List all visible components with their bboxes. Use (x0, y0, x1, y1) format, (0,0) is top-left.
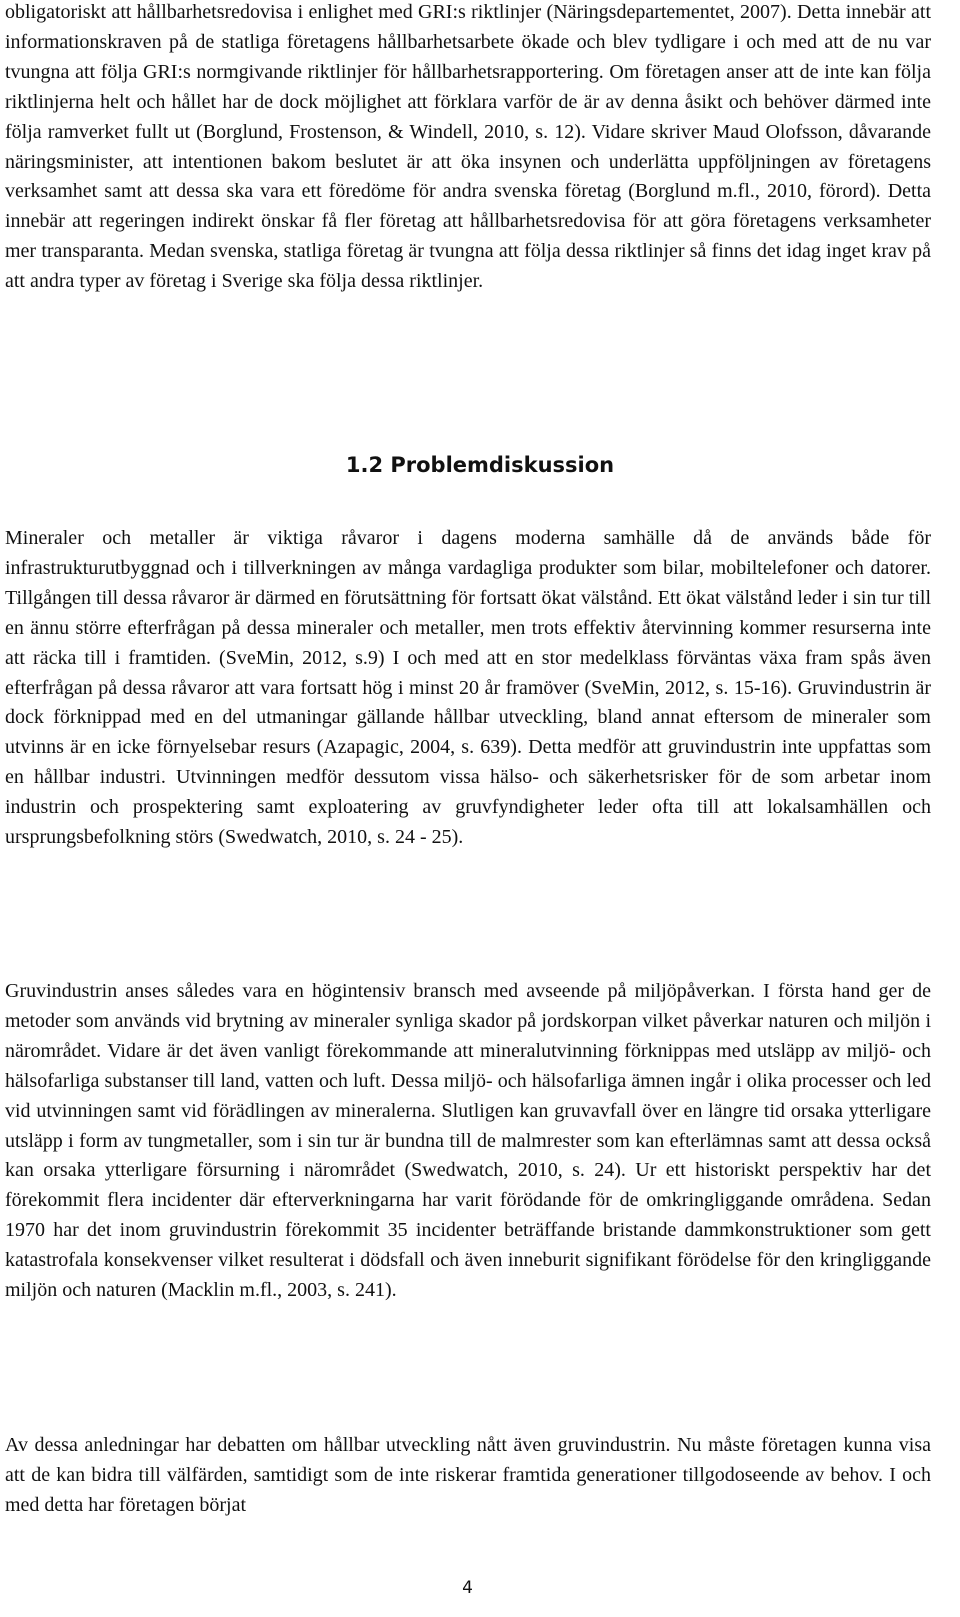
body-paragraph: Gruvindustrin anses således vara en högintensiv bransch med avseende på miljöpåverkan. I första hand ger de metoder som används vid brytning av mineraler synliga skador på jordskorpan vilket påverkar naturen och miljön i närområdet. Vidare är det även vanligt förekommande att mineralutvinning förknippas med utsläpp av miljö- och hälsofarliga substanser till land, vatten och luft. Dessa miljö- och hälsofarliga ämnen ingår i olika processer och led vid utvinningen samt vid förädlingen av mineralerna. Slutligen kan gruvavfall över en längre tid orsaka ytterligare utsläpp i form av tungmetaller, som i sin tur är bundna till de malmrester som kan efterlämnas samt att dessa också kan orsaka ytterligare försurning i närområdet (Swedwatch, 2010, s. 24). Ur ett historiskt perspektiv har det förekommit flera incidenter där efterverkningarna har varit förödande för de omkringliggande områdena. Sedan 1970 har det inom gruvindustrin förekommit 35 incidenter beträffande bristande dammkonstruktioner som gett katastrofala konsekvenser vilket resulterat i dödsfall och även inneburit signifikant förödelse för den kringliggande miljön och naturen (Macklin m.fl., 2003, s. 241). (5, 980, 931, 1302)
body-paragraph: obligatoriskt att hållbarhetsredovisa i enlighet med GRI:s riktlinjer (Näringsdepartementet, 2007). Detta innebär att informationskraven på de statliga företagens hållbarhetsarbete ökade och blev tydligare i och med att de nu var tvungna att följa GRI:s normgivande riktlinjer för hållbarhetsrapportering. Om företagen anser att de inte kan följa riktlinjerna helt och hållet har de dock möjlighet att förklara varför de är av denna åsikt och behöver därmed inte följa ramverket fullt ut (Borglund, Frostenson, & Windell, 2010, s. 12). Vidare skriver Maud Olofsson, dåvarande näringsminister, att intentionen bakom beslutet är att öka insynen och underlätta uppföljningen av företagens verksamhet samt att dessa ska vara ett föredöme för andra svenska företag (Borglund m.fl., 2010, förord). Detta innebär att regeringen indirekt önskar få fler företag att hållbarhetsredovisa för att göra företagens verksamheter mer transparanta. Medan svenska, statliga företag är tvungna att följa dessa riktlinjer så finns det idag inget krav på att andra typer av företag i Sverige ska följa dessa riktlinjer. (5, 1, 931, 293)
body-paragraph: Mineraler och metaller är viktiga råvaror i dagens moderna samhälle då de används både för infrastrukturutbyggnad och i tillverkningen av många vardagliga produkter som bilar, mobiltelefoner och datorer. Tillgången till dessa råvaror är därmed en förutsättning för fortsatt ökat välstånd. Ett ökat välstånd leder i sin tur till en ännu större efterfrågan på dessa mineraler och metaller, men trots effektiv återvinning kommer resurserna inte att räcka till i framtiden. (SveMin, 2012, s.9) I och med att en stor medelklass förväntas växa fram spås även efterfrågan på dessa råvaror att vara fortsatt hög i minst 20 år framöver (SveMin, 2012, s. 15-16). Gruvindustrin är dock förknippad med en del utmaningar gällande hållbar utveckling, bland annat eftersom de mineraler som utvinns är en icke förnyelsebar resurs (Azapagic, 2004, s. 639). Detta medför att gruvindustrin inte uppfattas som en hållbar industri. Utvinningen medför dessutom vissa hälso- och säkerhetsrisker för de som arbetar inom industrin och prospektering samt exploatering av gruvfyndigheter leder ofta till att lokalsamhällen och ursprungsbefolkning störs (Swedwatch, 2010, s. 24 - 25). (5, 527, 931, 849)
section-heading: 1.2 Problemdiskussion (345, 453, 615, 477)
page-number: 4 (462, 1578, 473, 1598)
body-paragraph: Av dessa anledningar har debatten om hållbar utveckling nått även gruvindustrin. Nu måste företagen kunna visa att de kan bidra till välfärden, samtidigt som de inte riskerar framtida generationer tillgodoseende av behov. I och med detta har företagen börjat (5, 1434, 931, 1516)
